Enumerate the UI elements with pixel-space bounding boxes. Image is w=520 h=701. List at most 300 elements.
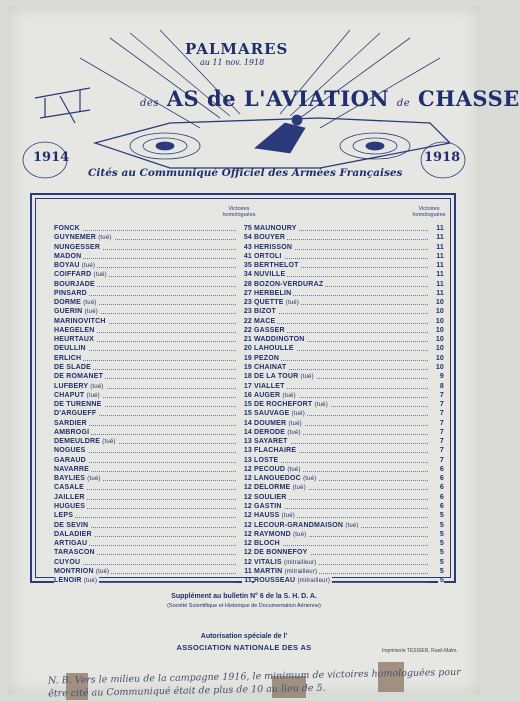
pilot-name (54, 281, 97, 288)
pilot-name-text: HUGUES (54, 502, 86, 510)
table-row (54, 243, 252, 252)
table-row (254, 548, 444, 557)
table-row (54, 354, 252, 363)
victory-count: 12 (243, 540, 252, 548)
pilot-name (254, 345, 296, 352)
col-head-right: Victoires homologuées (412, 206, 446, 218)
pilot-name (54, 494, 87, 501)
victory-count: 17 (243, 382, 252, 390)
pilot-status: (mitrailleur) (283, 559, 317, 566)
association-line: ASSOCIATION NATIONALE DES AS (176, 643, 312, 652)
table-row (54, 511, 252, 520)
victory-count: 15 (243, 401, 252, 409)
table-row (54, 335, 252, 344)
pilot-name-text: BAYLIES (54, 475, 86, 483)
pilot-name (254, 410, 307, 417)
pilot-name (254, 308, 278, 315)
table-row (54, 483, 252, 492)
victory-count: 43 (243, 243, 252, 251)
pilot-name-text: DORME (54, 299, 82, 307)
pilot-name (254, 420, 304, 427)
pilot-name-text: MARTIN (254, 567, 283, 575)
pilot-name-text: MADON (54, 252, 82, 260)
pilot-status: (tué) (345, 522, 359, 529)
victory-count: 7 (439, 447, 444, 455)
victory-count: 12 (243, 512, 252, 520)
pilot-name-text: ORTOLI (254, 252, 282, 260)
pilot-name-text: GUYNEMER (54, 234, 97, 242)
victory-count: 11 (244, 567, 252, 575)
pilot-name-text: BIZOT (254, 308, 276, 316)
table-row (254, 270, 444, 279)
table-row (254, 437, 444, 446)
pilot-name (54, 271, 109, 278)
pilot-name-text: DE ROCHEFORT (254, 401, 313, 409)
title-main-text: AS de L'AVIATION (166, 86, 390, 111)
pilot-name (54, 531, 94, 538)
victory-count: 6 (439, 502, 444, 510)
table-row (54, 252, 252, 261)
pilot-name-text: WADDINGTON (254, 336, 305, 344)
pilot-status: (tué) (95, 568, 110, 575)
table-row (54, 344, 252, 353)
pilot-name (254, 281, 325, 288)
victory-count: 28 (243, 280, 252, 288)
pilot-status: (tué) (83, 300, 97, 307)
victory-count: 5 (439, 521, 444, 529)
subtitle: Cités au Communiqué Officiel des Armées Françaises (88, 167, 403, 179)
table-row (54, 289, 252, 298)
pilot-name (254, 484, 308, 491)
pilot-name-text: HERISSON (254, 243, 293, 251)
table-row (54, 446, 252, 455)
pilot-name (254, 355, 281, 362)
table-row (254, 243, 444, 252)
pilot-name (54, 522, 90, 529)
table-row (54, 326, 252, 335)
pilot-name (254, 475, 318, 482)
victory-count: 10 (435, 345, 444, 353)
table-row (54, 363, 252, 372)
pilot-name (254, 577, 332, 584)
victory-count: 5 (439, 567, 444, 575)
victory-count: 54 (243, 234, 252, 242)
table-row (254, 261, 444, 270)
pilot-name (254, 234, 287, 241)
pilot-name-text: FONCK (54, 225, 80, 232)
pilot-name (54, 234, 114, 241)
victory-count: 12 (243, 558, 252, 566)
table-row (254, 298, 444, 307)
victory-count: 5 (439, 512, 444, 520)
victory-count: 11 (436, 243, 444, 251)
pilot-status: (tué) (287, 429, 301, 436)
pilot-name-text: RAYMOND (254, 530, 291, 538)
pilot-name-text: CHAPUT (54, 391, 85, 399)
pilot-name (254, 253, 284, 260)
pilot-status: (tué) (293, 531, 307, 538)
pilot-name (54, 447, 88, 454)
pilot-name-text: D'ARGUEFF (54, 410, 97, 418)
table-row (254, 363, 444, 372)
pilot-name (54, 568, 111, 575)
victory-count: 10 (435, 354, 444, 362)
table-row (254, 474, 444, 483)
table-row (54, 419, 252, 428)
victory-count: 7 (439, 419, 444, 427)
pilot-name (54, 345, 88, 352)
table-row (54, 224, 252, 233)
pilot-name (54, 466, 91, 473)
pilot-name-text: ROUSSEAU (254, 577, 296, 585)
pilot-name-text: AUGER (254, 391, 281, 399)
table-row (54, 437, 252, 446)
society-line: (Société Scientifique et Historique de Documentation Aérienne) (167, 603, 321, 609)
victory-count: 10 (435, 326, 444, 334)
pilot-name (254, 299, 301, 306)
pilot-name-text: ARTIGAU (54, 540, 88, 548)
pilot-name (54, 438, 118, 445)
pilot-status: (tué) (314, 402, 328, 409)
table-row (54, 548, 252, 557)
pilot-name (254, 457, 280, 464)
victory-count: 5 (439, 530, 444, 538)
pilot-name-text: COIFFARD (54, 271, 92, 279)
pilot-name (54, 401, 104, 408)
victory-count: 18 (243, 373, 252, 381)
pilot-name-text: DEULLIN (54, 345, 86, 353)
pilot-name (54, 290, 89, 297)
pilot-name-text: MARINOVITCH (54, 317, 106, 325)
table-row (254, 511, 444, 520)
victory-count: 12 (243, 475, 252, 483)
table-row (54, 382, 252, 391)
pilot-name (54, 308, 100, 315)
pilot-name-text: AMBROGI (54, 428, 90, 436)
table-row (54, 521, 252, 530)
year-start: 1914 (33, 150, 70, 165)
table-row (254, 428, 444, 437)
victory-count: 35 (243, 262, 252, 270)
table-row (54, 372, 252, 381)
table-row (254, 317, 444, 326)
pilot-name (254, 447, 298, 454)
table-row (254, 326, 444, 335)
victory-count: 5 (439, 549, 444, 557)
pilot-name (54, 420, 89, 427)
table-row (54, 261, 252, 270)
pilot-status: (tué) (291, 411, 305, 418)
pilot-name-text: BLOCH (254, 540, 280, 548)
pilot-name-text: PECOUD (254, 465, 286, 473)
table-row (54, 391, 252, 400)
table-row (54, 456, 252, 465)
victory-count: 13 (243, 456, 252, 464)
table-row (254, 521, 444, 530)
table-row (54, 317, 252, 326)
pilot-name (254, 559, 318, 566)
table-row (254, 539, 444, 548)
pilot-name-text: FLACHAIRE (254, 447, 297, 455)
victory-count: 10 (435, 336, 444, 344)
title-palmares: PALMARES (185, 40, 289, 58)
title-end: CHASSE (418, 86, 520, 111)
dot-leader (254, 462, 428, 463)
victory-count: 6 (439, 493, 444, 501)
pilot-name-text: BERTHELOT (254, 262, 299, 270)
victory-count: 41 (243, 252, 252, 260)
pilot-name (254, 373, 316, 380)
pilot-name (54, 364, 93, 371)
victory-count: 11 (436, 280, 444, 288)
title-post: de (396, 98, 411, 109)
pilot-name (54, 383, 106, 390)
victory-count: 7 (439, 456, 444, 464)
pilot-name-text: DOUMER (254, 419, 287, 427)
pilot-name-text: DERODE (254, 428, 286, 436)
pilot-name (254, 494, 289, 501)
table-row (54, 539, 252, 548)
table-row (254, 354, 444, 363)
authorisation-line: Autorisation spéciale de l' (200, 633, 288, 640)
pilot-name-text: LOSTE (254, 456, 279, 464)
pilot-name (254, 364, 288, 371)
pilot-name (54, 225, 82, 232)
table-row (254, 224, 444, 233)
pilot-name (54, 503, 87, 510)
victory-count: 14 (243, 428, 252, 436)
pilot-name-text: DELORME (254, 484, 291, 492)
pilot-name-text: BOZON-VERDURAZ (254, 280, 324, 288)
pilot-name-text: DE ROMANET (54, 373, 104, 381)
pilot-status: (tué) (83, 578, 98, 585)
pilot-name (254, 512, 297, 519)
pilot-name (54, 373, 105, 380)
handwritten-note: N. B. Vers le milieu de la campagne 1916, le minimum de victoires homologuées pour être cité au Communiqué était de plus de 10 au lieu de 5. (47, 666, 461, 700)
pilot-name (54, 429, 91, 436)
pilot-name (254, 438, 290, 445)
table-row (54, 298, 252, 307)
victory-count: 34 (243, 271, 252, 279)
pilot-name-text: GASSER (254, 326, 285, 334)
table-row (54, 400, 252, 409)
pilot-name-text: NOGUES (54, 447, 86, 455)
table-row (254, 382, 444, 391)
pilot-name (254, 244, 294, 251)
pilot-name-text: HAUSS (254, 512, 280, 520)
victory-count: 12 (243, 484, 252, 492)
victory-count: 7 (439, 401, 444, 409)
pilot-status: (tué) (300, 374, 314, 381)
victory-count: 13 (243, 438, 252, 446)
pilot-status: (tué) (98, 235, 112, 242)
table-row (254, 456, 444, 465)
pilot-status: (tué) (84, 309, 98, 316)
victory-count: 11 (436, 289, 444, 297)
pilot-name (254, 262, 301, 269)
aces-table (30, 193, 456, 583)
pilot-name-text: BOYAU (54, 262, 80, 270)
victory-count: 14 (243, 419, 252, 427)
pilot-status: (tué) (287, 466, 301, 473)
pilot-name-text: DE BONNEFOY (254, 549, 308, 557)
victory-count: 12 (243, 493, 252, 501)
table-row (254, 372, 444, 381)
victory-count: 11 (436, 225, 444, 232)
pilot-name (54, 299, 99, 306)
table-row (54, 474, 252, 483)
pilot-name-text: CUYOU (54, 558, 81, 566)
pilot-name (54, 318, 108, 325)
pilot-name-text: SAYARET (254, 438, 288, 446)
pilot-name (54, 244, 102, 251)
dot-leader (54, 517, 236, 518)
pilot-name (54, 549, 97, 556)
victory-count: 7 (439, 438, 444, 446)
pilot-status: (tué) (303, 476, 317, 483)
table-row (254, 576, 444, 585)
pilot-name (54, 410, 98, 417)
pilot-status: (tué) (87, 476, 101, 483)
pilot-name-text: SAUVAGE (254, 410, 290, 418)
victory-count: 22 (243, 326, 252, 334)
pilot-status: (tué) (292, 485, 306, 492)
pilot-name (254, 336, 306, 343)
pilot-name (54, 327, 97, 334)
victory-count: 7 (439, 391, 444, 399)
pilot-name-text: NUNGESSER (54, 243, 101, 251)
pilot-name-text: HERBELIN (254, 289, 292, 297)
pilot-name-text: DE TURENNE (54, 401, 102, 409)
pilot-name (254, 383, 287, 390)
table-row (254, 530, 444, 539)
victory-count: 11 (244, 577, 252, 585)
table-row (254, 233, 444, 242)
table-row (254, 465, 444, 474)
pilot-name-text: LANGUEDOC (254, 475, 301, 483)
title-main (140, 86, 520, 111)
table-row (254, 567, 444, 576)
printer-credit: Imprimerie TESSIER, Rueil-Malm. (382, 648, 458, 654)
pilot-name-text: LECOUR-GRANDMAISON (254, 521, 344, 529)
pilot-name (54, 392, 102, 399)
victory-count: 7 (439, 410, 444, 418)
victory-count: 10 (435, 317, 444, 325)
pilot-name (54, 457, 88, 464)
victory-count: 12 (243, 530, 252, 538)
pilot-name-text: GARAUD (54, 456, 86, 464)
victory-count: 9 (439, 373, 444, 381)
pilot-name (54, 559, 82, 566)
victory-count: 20 (243, 345, 252, 353)
victory-count: 19 (243, 363, 252, 371)
table-row (54, 567, 252, 576)
dot-leader (254, 313, 428, 314)
table-row (254, 391, 444, 400)
pilot-name (54, 336, 96, 343)
table-row (254, 344, 444, 353)
table-row (254, 502, 444, 511)
pilot-name (254, 503, 284, 510)
table-row (54, 558, 252, 567)
pilot-name-text: JAILLER (54, 493, 85, 501)
pilot-status: (tué) (281, 513, 296, 520)
victory-count: 11 (436, 271, 444, 279)
table-row (254, 335, 444, 344)
victory-count: 11 (436, 234, 444, 242)
pilot-name-text: SOULIER (254, 493, 287, 501)
pilot-name-text: DALADIER (54, 530, 92, 538)
table-row (54, 530, 252, 539)
pilot-status: (mitrailleur) (284, 568, 318, 575)
pilot-name-text: PINSARD (54, 289, 87, 297)
year-end: 1918 (424, 150, 461, 165)
pilot-status: (tué) (90, 383, 104, 390)
pilot-status: (tué) (81, 263, 96, 270)
pilot-name-text: GUERIN (54, 308, 83, 316)
pilot-name-text: LEPS (54, 512, 74, 520)
pilot-name-text: LENOIR (54, 577, 82, 585)
victory-count: 13 (243, 447, 252, 455)
pilot-name (54, 484, 86, 491)
victory-count: 23 (243, 299, 252, 307)
pilot-name-text: CASALE (54, 484, 84, 492)
table-row (54, 280, 252, 289)
victory-count: 22 (243, 317, 252, 325)
pilot-status: (tué) (288, 420, 302, 427)
pilot-name-text: LUFBERY (54, 382, 89, 390)
pilot-name-text: GASTIN (254, 502, 282, 510)
victory-count: 27 (243, 289, 252, 297)
pilot-name (54, 253, 83, 260)
table-row (54, 428, 252, 437)
pilot-name (54, 577, 99, 584)
victory-count: 8 (439, 382, 444, 390)
pilot-status: (tué) (102, 439, 116, 446)
table-row (254, 252, 444, 261)
supplement-line: Supplément au bulletin N° 6 de la S. H. D. A. (171, 593, 317, 600)
pilot-name (254, 271, 287, 278)
victory-count: 12 (243, 465, 252, 473)
table-row (54, 409, 252, 418)
victory-count: 19 (243, 354, 252, 362)
pilot-name-text: BOUYER (254, 234, 286, 242)
pilot-name-text: BOURJADE (54, 280, 95, 288)
title-date: au 11 nov. 1918 (200, 58, 265, 67)
pilot-name-text: NUVILLE (254, 271, 286, 279)
table-row (254, 483, 444, 492)
pilot-name (254, 531, 308, 538)
pilot-name-text: MONTRION (54, 567, 94, 575)
victory-count: 23 (243, 308, 252, 316)
table-row (254, 280, 444, 289)
table-row (254, 493, 444, 502)
pilot-name-text: HAEGELEN (54, 326, 95, 334)
pilot-name (254, 401, 330, 408)
table-row (254, 289, 444, 298)
pilot-name (254, 327, 287, 334)
pilot-name (254, 522, 361, 529)
pilot-name-text: DEMEULDRE (54, 438, 101, 446)
pilot-name (54, 262, 97, 269)
pilot-name-text: SARDIER (54, 419, 87, 427)
pilot-name (254, 318, 277, 325)
victory-count: 21 (243, 336, 252, 344)
table-row (254, 307, 444, 316)
table-row (254, 446, 444, 455)
victory-count: 12 (243, 549, 252, 557)
victory-count: 11 (436, 252, 444, 260)
